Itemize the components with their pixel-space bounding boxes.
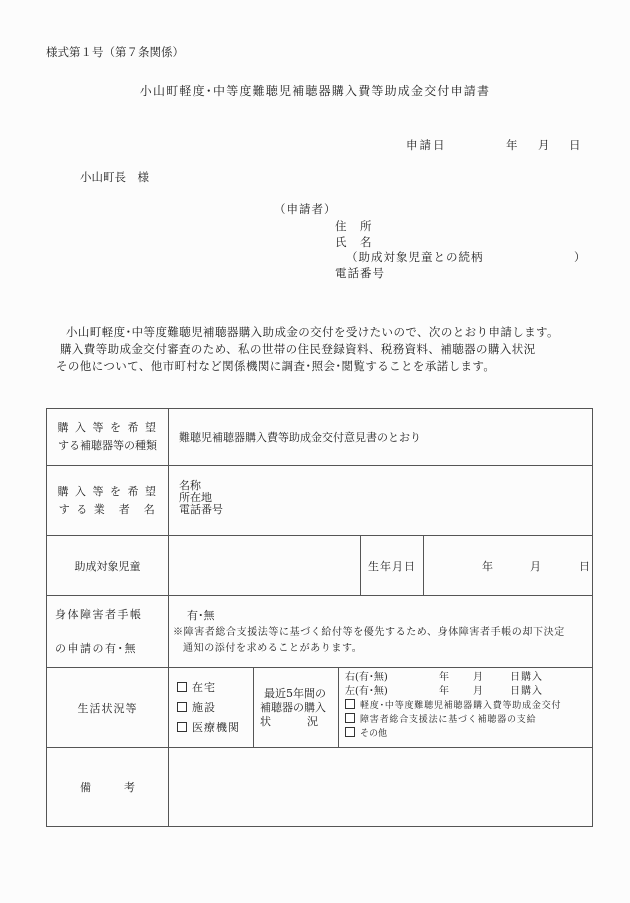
- applicant-relationship-field[interactable]: （助成対象児童との続柄: [346, 250, 484, 264]
- document-title: 小山町軽度･中等度難聴児補聴器購入費等助成金交付申請書: [139, 84, 491, 98]
- applicant-relationship-close: ）: [574, 250, 586, 264]
- consent-line: 購入費等助成金交付審査のため、私の世帯の住民登録資料、税務資料、補聴器の購入状況: [60, 342, 536, 356]
- application-date-label: 申請日: [406, 138, 447, 152]
- table-row-remarks: [47, 748, 593, 827]
- checkbox[interactable]: [345, 727, 355, 737]
- birthdate-day: 日: [579, 560, 590, 573]
- table-row-disability-handbook: [47, 596, 593, 668]
- consent-line: その他について、他市町村など関係機関に調査･照会･閲覧することを承諾します。: [56, 359, 496, 373]
- table-row-child: [47, 536, 593, 596]
- device-type-value[interactable]: 難聴児補聴器購入費等助成金交付意見書のとおり: [169, 409, 593, 466]
- left-ear-row[interactable]: 左(有･無) 年 月 日購入: [345, 686, 543, 697]
- device-type-label: 購 入 等 を 希 望 する補聴器等の種類: [47, 409, 169, 466]
- consent-statement: [56, 324, 559, 375]
- child-label: 助成対象児童: [47, 536, 169, 596]
- option-facility[interactable]: 施設: [177, 698, 253, 718]
- application-table: [46, 408, 593, 827]
- remarks-field[interactable]: [169, 748, 593, 827]
- handbook-note-line: 通知の添付を求めることがあります。: [183, 642, 363, 654]
- vendor-name-field[interactable]: 名称: [179, 479, 201, 492]
- applicant-address-field[interactable]: 住 所: [335, 219, 373, 233]
- purchase-option-other[interactable]: その他: [345, 727, 592, 741]
- birthdate-year: 年: [482, 560, 493, 573]
- recent-purchase-label: 最近5年間の 補聴器の購入 状 況: [254, 668, 339, 748]
- purchase-option-support-act[interactable]: 障害者総合支援法に基づく補聴器の支給: [345, 713, 592, 727]
- handbook-note-line: ※障害者総合支援法等に基づく給付等を優先するため、身体障害者手帳の却下決定: [173, 626, 565, 638]
- applicant-phone-field[interactable]: 電話番号: [335, 266, 385, 280]
- remarks-label: 備 考: [47, 748, 169, 827]
- handbook-label: 身体障害者手帳 の申請の有･無: [47, 596, 169, 668]
- checkbox[interactable]: [177, 682, 187, 692]
- option-medical[interactable]: 医療機関: [177, 718, 253, 738]
- birthdate-label: 生年月日: [361, 536, 424, 596]
- table-row-living-situation: [47, 668, 593, 748]
- form-number: 様式第１号（第７条関係）: [46, 45, 184, 59]
- birthdate-month: 月: [530, 560, 541, 573]
- checkbox[interactable]: [177, 702, 187, 712]
- recent-purchase-details: [339, 668, 593, 748]
- purchase-option-subsidy[interactable]: 軽度･中等度難聴児補聴器購入費等助成金交付: [345, 699, 592, 713]
- table-row-device-type: [47, 409, 593, 466]
- vendor-phone-field[interactable]: 電話番号: [179, 503, 223, 516]
- child-name-field[interactable]: [169, 536, 361, 596]
- living-situation-label: 生活状況等: [47, 668, 169, 748]
- vendor-location-field[interactable]: 所在地: [179, 491, 212, 504]
- application-date-day[interactable]: 日: [569, 138, 581, 152]
- living-situation-options: [169, 668, 254, 748]
- handbook-yes-no[interactable]: 有･無: [187, 608, 215, 622]
- applicant-heading: （申請者）: [274, 202, 337, 216]
- checkbox[interactable]: [345, 699, 355, 709]
- vendor-fields: [169, 466, 593, 536]
- birthdate-field[interactable]: [424, 536, 593, 596]
- table-row-vendor: [47, 466, 593, 536]
- application-date-year[interactable]: 年: [506, 138, 518, 152]
- consent-line: 小山町軽度･中等度難聴児補聴器購入助成金の交付を受けたいので、次のとおり申請します。: [66, 325, 559, 339]
- option-home[interactable]: 在宅: [177, 678, 253, 698]
- applicant-name-field[interactable]: 氏 名: [335, 235, 373, 249]
- checkbox[interactable]: [345, 713, 355, 723]
- handbook-value-cell: [169, 596, 593, 668]
- application-date-month[interactable]: 月: [538, 138, 550, 152]
- vendor-label: 購 入 等 を 希 望 す る 業 者 名: [47, 466, 169, 536]
- checkbox[interactable]: [177, 722, 187, 732]
- right-ear-row[interactable]: 右(有･無) 年 月 日購入: [345, 672, 543, 683]
- addressee: 小山町長 様: [80, 170, 149, 184]
